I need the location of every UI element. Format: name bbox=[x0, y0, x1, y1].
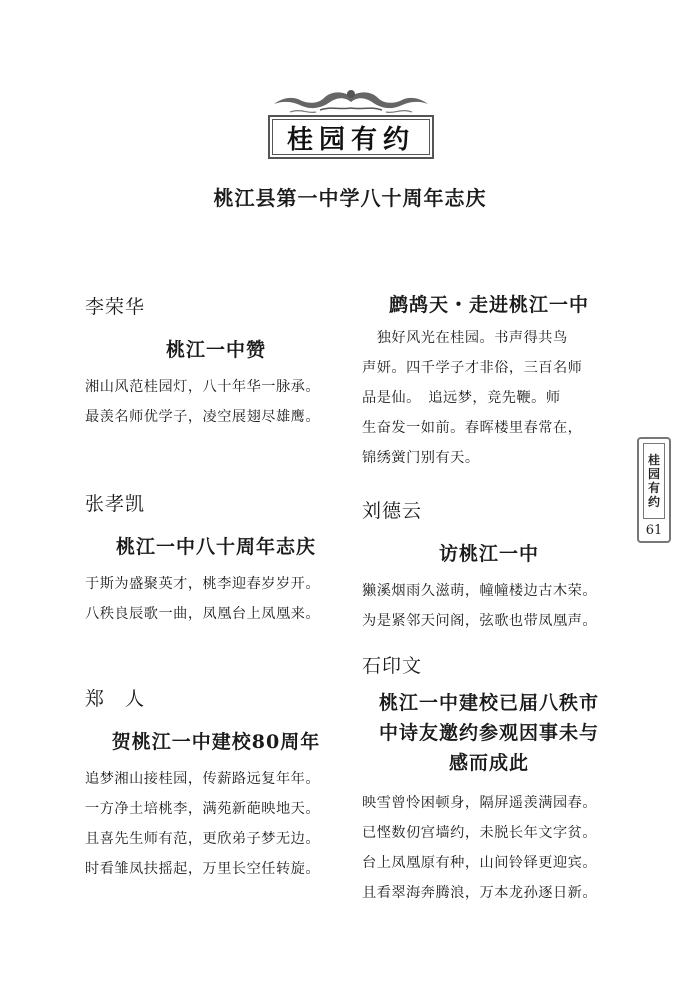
poem-title: 桃江一中八十周年志庆 bbox=[115, 536, 316, 558]
poem-line: 最羡名师优学子，凌空展翅尽雄鹰。 bbox=[85, 409, 321, 425]
poem-line: 为是紧邻天问阁，弦歌也带凤凰声。 bbox=[362, 613, 598, 629]
poem-line: 一方净土培桃李，满苑新葩映地天。 bbox=[85, 801, 321, 817]
poem-line: 且看翠海奔腾浪，万本龙孙逐日新。 bbox=[362, 885, 598, 901]
poem-line: 台上凤凰原有种，山间铃铎更迎宾。 bbox=[362, 855, 598, 871]
poem-title: 中诗友邀约参观因事未与 bbox=[378, 722, 599, 744]
poem-line: 映雪曾怜困顿身，隔屏遥羡满园春。 bbox=[362, 795, 598, 811]
side-tab bbox=[637, 437, 671, 543]
poem-line: 追梦湘山接桂园，传薪路远复年年。 bbox=[85, 771, 321, 787]
poem-block bbox=[85, 684, 347, 884]
poem-title: 鹧鸪天・走进桃江一中 bbox=[388, 294, 589, 316]
poem-line: 八秩良辰歌一曲，凤凰台上凤凰来。 bbox=[85, 606, 321, 622]
poem-author: 刘德云 bbox=[362, 500, 423, 522]
section-banner bbox=[268, 115, 434, 159]
poem-author: 郑 人 bbox=[85, 688, 146, 710]
poem-block bbox=[362, 496, 616, 636]
poem-block bbox=[85, 292, 347, 432]
side-tab-char: 桂 bbox=[647, 453, 660, 467]
poem-line: 声妍。四千学子才非俗，三百名师 bbox=[362, 360, 583, 376]
poem-block bbox=[362, 651, 616, 908]
page-number: 61 bbox=[645, 523, 663, 538]
side-tab-char: 园 bbox=[647, 467, 660, 481]
poem-block bbox=[85, 489, 347, 629]
poem-line: 于斯为盛聚英才，桃李迎春岁岁开。 bbox=[85, 576, 321, 592]
poem-author: 石印文 bbox=[362, 655, 423, 677]
poem-line: 生奋发一如前。春晖楼里春常在， bbox=[362, 420, 583, 436]
poem-title: 访桃江一中 bbox=[438, 543, 539, 565]
poem-line: 时看雏凤扶摇起，万里长空任转旋。 bbox=[85, 861, 321, 877]
poem-block bbox=[362, 290, 616, 473]
side-tab-char: 约 bbox=[647, 495, 660, 509]
poem-line: 獭溪烟雨久滋萌，幢幢楼边古木荣。 bbox=[362, 583, 598, 599]
poem-title: 桃江一中建校已届八秩市 bbox=[378, 692, 599, 714]
poem-line: 且喜先生师有范，更欣弟子梦无边。 bbox=[85, 831, 321, 847]
poem-author: 张孝凯 bbox=[85, 493, 146, 515]
poem-line: 已悭数仞宫墙约，未脱长年文字贫。 bbox=[362, 825, 598, 841]
poem-title: 桃江一中赞 bbox=[165, 339, 266, 361]
side-tab-label bbox=[643, 443, 665, 519]
side-tab-char: 有 bbox=[647, 481, 660, 495]
banner-title: 桂园有约 bbox=[286, 124, 415, 155]
poem-title: 感而成此 bbox=[448, 752, 529, 774]
poem-title: 贺桃江一中建校80周年 bbox=[111, 731, 321, 753]
poem-line: 锦绣黉门别有天。 bbox=[362, 450, 480, 466]
poem-author: 李荣华 bbox=[85, 296, 146, 318]
poem-line: 品是仙。 追远梦，竞先鞭。师 bbox=[362, 390, 561, 406]
poem-line: 湘山风范桂园灯，八十年华一脉承。 bbox=[85, 379, 321, 395]
poem-line: 独好风光在桂园。书声得共鸟 bbox=[362, 330, 568, 346]
page-subtitle: 桃江县第一中学八十周年志庆 bbox=[213, 186, 487, 210]
